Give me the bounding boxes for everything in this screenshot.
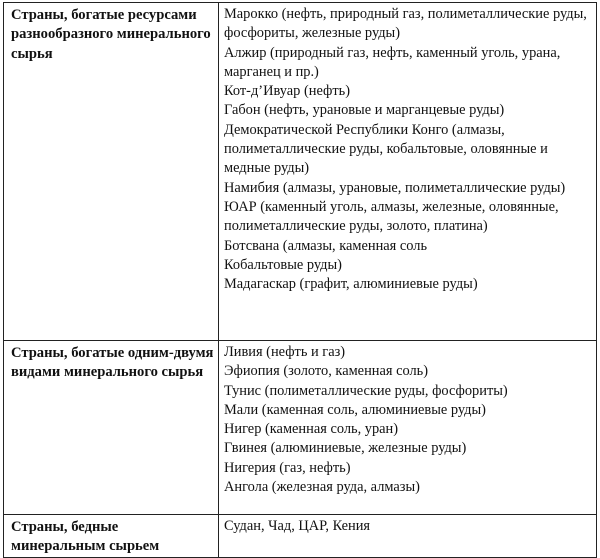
country-item: Кобальтовые руды) (224, 256, 342, 273)
country-item: Габон (нефть, урановые и марганцевые руды) (224, 102, 505, 119)
country-item: Намибия (алмазы, урановые, полиметаллические руды) (224, 179, 566, 196)
countries-cell (219, 341, 597, 515)
country-item: Мадагаскар (графит, алюминиевые руды) (224, 276, 478, 293)
table-row (4, 3, 597, 341)
countries-cell (219, 3, 597, 341)
category-cell: Страны, бедные минеральным сырьем (4, 515, 219, 558)
country-item: Гвинея (алюминиевые, железные руды) (224, 440, 467, 457)
countries-cell (219, 515, 597, 558)
category-cell: Страны, богатые одним-двумя видами минерального сырья (4, 341, 219, 515)
country-item: Демократической Республики Конго (алмазы, полиметаллические руды, кобальтовые, оловянные и медные руды) (224, 121, 548, 177)
country-item: Алжир (природный газ, нефть, каменный уголь, урана, марганец и пр.) (224, 44, 561, 80)
country-item: Нигер (каменная соль, уран) (224, 421, 399, 438)
table-row (4, 341, 597, 515)
country-item: Марокко (нефть, природный газ, полиметаллические руды, фосфориты, железные руды) (224, 6, 587, 42)
country-item: Ангола (железная руда, алмазы) (224, 479, 420, 496)
country-item: Эфиопия (золото, каменная соль) (224, 363, 429, 380)
country-item: Мали (каменная соль, алюминиевые руды) (224, 401, 486, 418)
country-item: ЮАР (каменный уголь, алмазы, железные, оловянные, полиметаллические руды, золото, платина) (224, 198, 559, 235)
country-item: Нигерия (газ, нефть) (224, 459, 351, 476)
country-item: Кот-д’Ивуар (нефть) (224, 83, 350, 100)
minerals-table (3, 2, 597, 558)
table-row (4, 515, 597, 558)
country-item: Ботсвана (алмазы, каменная соль (224, 237, 428, 254)
category-cell: Страны, богатые ресурсами разнообразного минерального сырья (4, 3, 219, 341)
country-item: Тунис (полиметаллические руды, фосфориты) (224, 382, 508, 399)
country-item: Судан, Чад, ЦАР, Кения (224, 518, 371, 534)
country-item: Ливия (нефть и газ) (224, 344, 346, 360)
